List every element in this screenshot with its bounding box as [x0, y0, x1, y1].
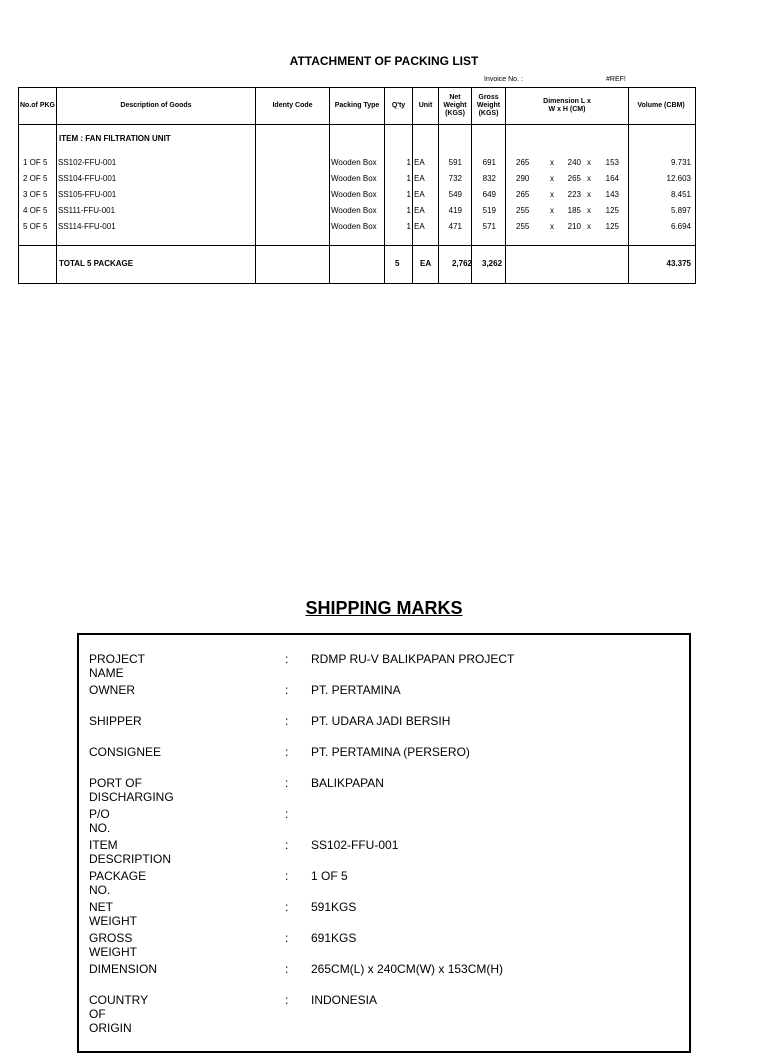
shipping-mark-colon: :: [285, 745, 289, 759]
cell-gross-weight: 691: [482, 158, 496, 167]
cell-qty: 1: [406, 158, 411, 167]
cell-unit: EA: [414, 190, 425, 199]
col-divider: [505, 88, 506, 283]
header-unit: Unit: [418, 102, 433, 109]
dimension-separator: x: [550, 206, 554, 215]
shipping-mark-value: 265CM(L) x 240CM(W) x 153CM(H): [311, 962, 504, 976]
cell-unit: EA: [414, 206, 425, 215]
cell-height: 125: [605, 222, 619, 231]
cell-description: SS111-FFU-001: [58, 206, 116, 215]
cell-pkg: 3 OF 5: [23, 190, 48, 199]
cell-net-weight: 591: [448, 158, 462, 167]
shipping-mark-colon: :: [285, 869, 289, 883]
total-qty: 5: [395, 259, 400, 268]
cell-net-weight: 732: [448, 174, 462, 183]
invoice-value: #REF!: [606, 76, 626, 83]
col-divider: [628, 88, 629, 283]
item-label: ITEM : FAN FILTRATION UNIT: [59, 134, 171, 143]
cell-volume: 12.603: [666, 174, 691, 183]
cell-length: 255: [516, 222, 530, 231]
cell-pkg: 2 OF 5: [23, 174, 48, 183]
shipping-mark-label: PROJECT NAME: [89, 652, 145, 680]
cell-volume: 8.451: [670, 190, 691, 199]
cell-height: 164: [605, 174, 619, 183]
cell-length: 265: [516, 158, 530, 167]
dimension-separator: x: [587, 158, 591, 167]
cell-description: SS114-FFU-001: [58, 222, 116, 231]
cell-length: 265: [516, 190, 530, 199]
shipping-mark-label: SHIPPER: [89, 714, 142, 728]
shipping-mark-label: DIMENSION: [89, 962, 158, 976]
header-pkg: No.of PKG: [20, 102, 55, 109]
shipping-mark-label: PORT OF DISCHARGING: [89, 776, 174, 804]
shipping-mark-colon: :: [285, 652, 289, 666]
shipping-mark-colon: :: [285, 776, 289, 790]
total-volume: 43.375: [666, 259, 691, 268]
cell-pkg: 1 OF 5: [23, 158, 48, 167]
cell-length: 255: [516, 206, 530, 215]
cell-packing-type: Wooden Box: [331, 222, 377, 231]
cell-description: SS104-FFU-001: [58, 174, 117, 183]
cell-width: 223: [567, 190, 581, 199]
dimension-separator: x: [587, 174, 591, 183]
cell-pkg: 4 OF 5: [23, 206, 48, 215]
dimension-separator: x: [550, 222, 554, 231]
cell-gross-weight: 571: [482, 222, 496, 231]
cell-height: 125: [605, 206, 619, 215]
invoice-label: Invoice No. :: [484, 76, 523, 83]
cell-volume: 6.694: [670, 222, 691, 231]
shipping-mark-value: PT. UDARA JADI BERSIH: [311, 714, 451, 728]
dimension-separator: x: [550, 158, 554, 167]
cell-volume: 9.731: [670, 158, 691, 167]
header-gross-weight: Gross Weight (KGS): [476, 94, 501, 117]
packing-list-table: [18, 87, 696, 284]
packing-list-title: ATTACHMENT OF PACKING LIST: [289, 54, 479, 68]
cell-net-weight: 549: [448, 190, 462, 199]
cell-pkg: 5 OF 5: [23, 222, 48, 231]
shipping-mark-value: PT. PERTAMINA (PERSERO): [311, 745, 470, 759]
cell-description: SS102-FFU-001: [58, 158, 117, 167]
cell-packing-type: Wooden Box: [331, 174, 377, 183]
header-dimension: Dimension L x W x H (CM): [543, 98, 591, 113]
shipping-mark-colon: :: [285, 962, 289, 976]
dimension-separator: x: [587, 206, 591, 215]
header-qty: Q'ty: [391, 102, 406, 109]
cell-unit: EA: [414, 174, 425, 183]
cell-width: 240: [567, 158, 581, 167]
cell-packing-type: Wooden Box: [331, 190, 377, 199]
header-volume: Volume (CBM): [637, 102, 685, 109]
shipping-mark-label: COUNTRY OF ORIGIN: [89, 993, 148, 1035]
cell-qty: 1: [406, 174, 411, 183]
cell-unit: EA: [414, 222, 425, 231]
dimension-separator: x: [587, 190, 591, 199]
cell-width: 265: [567, 174, 581, 183]
shipping-marks-title: SHIPPING MARKS: [305, 598, 463, 618]
total-divider: [19, 245, 695, 246]
shipping-mark-colon: :: [285, 714, 289, 728]
shipping-mark-label: NET WEIGHT: [89, 900, 137, 928]
shipping-mark-colon: :: [285, 838, 289, 852]
header-identy-code: Identy Code: [272, 102, 313, 109]
total-net-weight: 2,762: [451, 259, 472, 268]
shipping-mark-value: 591KGS: [311, 900, 357, 914]
cell-height: 153: [605, 158, 619, 167]
cell-gross-weight: 519: [482, 206, 496, 215]
cell-gross-weight: 649: [482, 190, 496, 199]
cell-packing-type: Wooden Box: [331, 158, 377, 167]
shipping-mark-colon: :: [285, 807, 289, 821]
shipping-mark-label: OWNER: [89, 683, 135, 697]
cell-width: 185: [567, 206, 581, 215]
cell-net-weight: 471: [448, 222, 462, 231]
header-net-weight: Net Weight (KGS): [443, 94, 467, 117]
header-packing-type: Packing Type: [334, 102, 380, 109]
shipping-mark-label: PACKAGE NO.: [89, 869, 147, 897]
header-divider: [19, 124, 695, 125]
total-gross-weight: 3,262: [482, 259, 503, 268]
cell-net-weight: 419: [448, 206, 462, 215]
dimension-separator: x: [587, 222, 591, 231]
cell-gross-weight: 832: [482, 174, 496, 183]
shipping-mark-value: INDONESIA: [311, 993, 378, 1007]
cell-qty: 1: [406, 222, 411, 231]
shipping-mark-colon: :: [285, 993, 289, 1007]
total-unit: EA: [420, 259, 432, 268]
shipping-mark-value: SS102-FFU-001: [311, 838, 399, 852]
shipping-mark-colon: :: [285, 683, 289, 697]
shipping-mark-colon: :: [285, 931, 289, 945]
cell-height: 143: [605, 190, 619, 199]
shipping-mark-value: 1 OF 5: [311, 869, 348, 883]
cell-volume: 5.897: [670, 206, 691, 215]
shipping-mark-value: RDMP RU-V BALIKPAPAN PROJECT: [311, 652, 515, 666]
dimension-separator: x: [550, 174, 554, 183]
shipping-mark-value: PT. PERTAMINA: [311, 683, 401, 697]
shipping-mark-value: BALIKPAPAN: [311, 776, 384, 790]
cell-qty: 1: [406, 206, 411, 215]
shipping-marks-box: [77, 633, 691, 1053]
shipping-mark-label: ITEM DESCRIPTION: [89, 838, 172, 866]
shipping-mark-value: 691KGS: [311, 931, 357, 945]
cell-unit: EA: [414, 158, 425, 167]
total-label: TOTAL 5 PACKAGE: [59, 259, 134, 268]
dimension-separator: x: [550, 190, 554, 199]
cell-length: 290: [516, 174, 530, 183]
header-description: Description of Goods: [120, 102, 192, 109]
shipping-mark-label: GROSS WEIGHT: [89, 931, 137, 959]
cell-qty: 1: [406, 190, 411, 199]
shipping-mark-label: P/O NO.: [89, 807, 111, 835]
cell-description: SS105-FFU-001: [58, 190, 117, 199]
shipping-mark-label: CONSIGNEE: [89, 745, 162, 759]
shipping-mark-colon: :: [285, 900, 289, 914]
cell-width: 210: [567, 222, 581, 231]
cell-packing-type: Wooden Box: [331, 206, 377, 215]
